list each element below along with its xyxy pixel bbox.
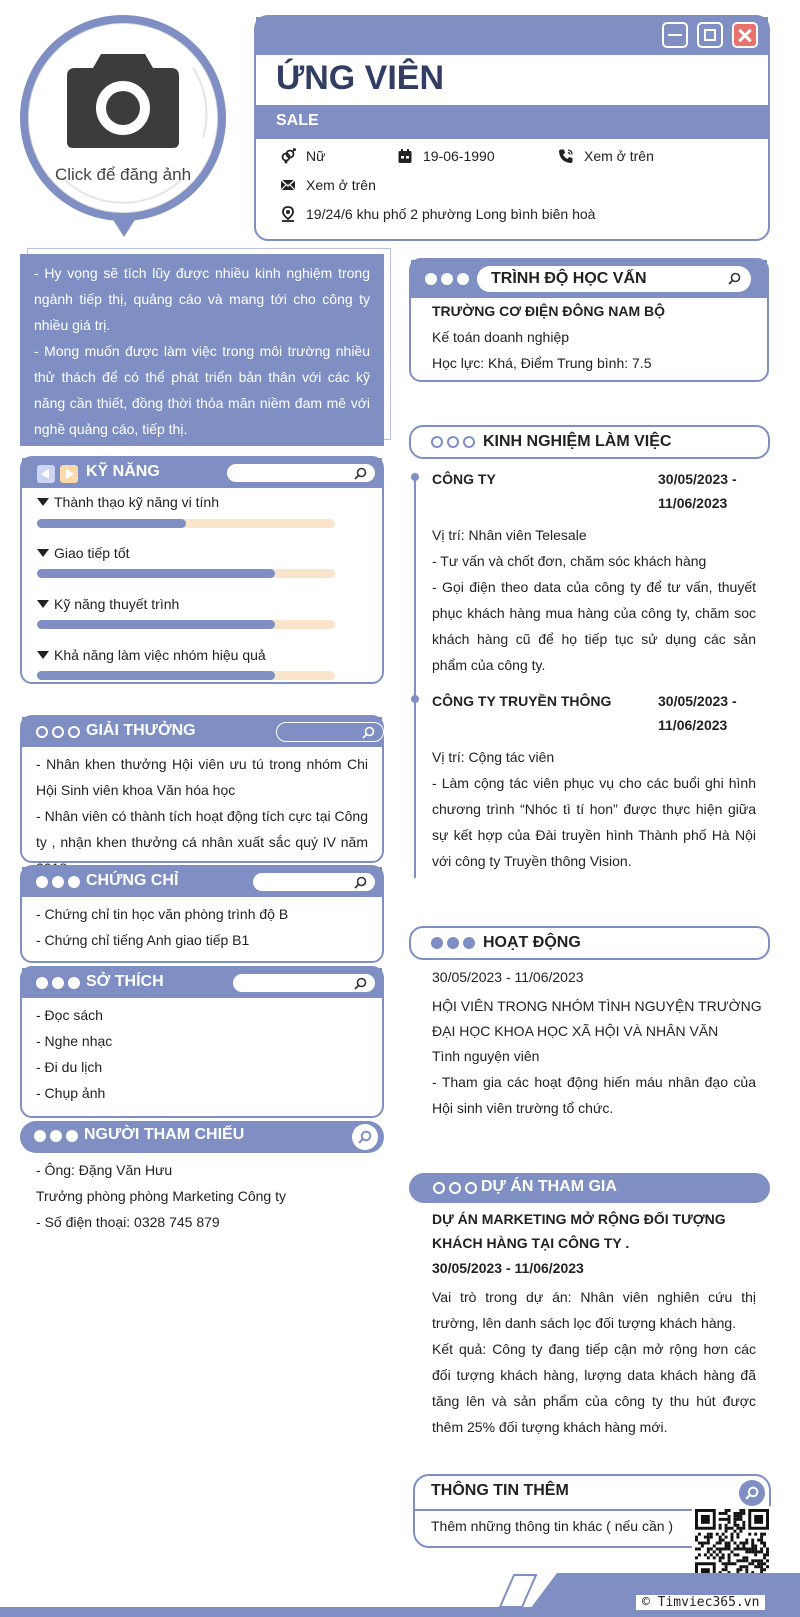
- project-date: 30/05/2023 - 11/06/2023: [432, 1260, 584, 1276]
- experience-role: Vị trí: Nhân viên Telesale: [432, 527, 587, 543]
- hobby-line: - Nghe nhạc: [36, 1033, 113, 1049]
- close-icon[interactable]: [732, 22, 758, 48]
- gender-value: Nữ: [306, 148, 326, 164]
- projects-header: [409, 1173, 770, 1203]
- references-body[interactable]: [36, 1157, 376, 1235]
- footer-stripe: [498, 1574, 538, 1608]
- certificates-title[interactable]: CHỨNG CHỈ: [86, 872, 179, 889]
- skill-bar: [37, 519, 335, 528]
- career-objective[interactable]: [20, 254, 384, 446]
- objective-line: - Hy vọng sẽ tích lũy được nhiều kinh nghiệm trong ngành tiếp thị, quảng cáo và mang tới cho công ty nhiều giá trị.: [34, 265, 370, 333]
- minimize-icon[interactable]: [662, 22, 688, 48]
- award-line: - Nhân viên có thành tích hoạt động tích cực tại Công ty , nhận khen thưởng cá nhân xuất sắc quý IV năm: [36, 808, 368, 850]
- gender-icon: [280, 148, 296, 164]
- reference-line: - Ông: Đặng Văn Hưu: [36, 1162, 173, 1178]
- skill-label: Kỹ năng thuyết trình: [37, 594, 367, 614]
- phone-value: Xem ở trên: [584, 148, 654, 164]
- section-dots: [34, 1130, 78, 1142]
- skill-label: Khả năng làm việc nhóm hiệu quả: [37, 645, 367, 665]
- email-icon: [280, 177, 296, 193]
- hobbies-section: [20, 966, 384, 1118]
- maximize-icon[interactable]: [697, 22, 723, 48]
- phone-field[interactable]: [558, 148, 654, 164]
- hobbies-body[interactable]: [22, 998, 382, 1110]
- qr-code-image: [695, 1509, 769, 1583]
- education-title-pill: [477, 266, 751, 292]
- awards-title[interactable]: GIẢI THƯỞNG: [86, 722, 196, 739]
- education-major[interactable]: Kế toán doanh nghiệp: [432, 329, 570, 345]
- education-result[interactable]: Học lực: Khá, Điểm Trung bình: 7.5: [432, 355, 652, 371]
- avatar-upload-label[interactable]: Click để đăng ảnh: [54, 165, 192, 184]
- skills-search[interactable]: [226, 463, 376, 483]
- hobbies-header: [22, 968, 382, 998]
- timeline-dot: [411, 473, 419, 481]
- hobby-line: - Đọc sách: [36, 1007, 103, 1023]
- experience-date-from: 30/05/2023 -: [658, 693, 737, 709]
- skill-label: Giao tiếp tốt: [37, 543, 367, 563]
- activity-date: 30/05/2023 - 11/06/2023: [432, 969, 584, 985]
- project-role: Vai trò trong dự án: Nhân viên nghiên cứu thị trường, lên danh sách lọc đối tượng khách hàng.: [432, 1289, 756, 1331]
- project-result: Kết quả: Công ty đang tiếp cận mở rộng hơn các đối tượng khách hàng, lượng data khách hàng đã tăng lên và sản phẩm của công ty thu hút được thêm 25% đối tượng khách hàng mới.: [432, 1341, 756, 1435]
- section-dots: [36, 876, 80, 888]
- footer-brand[interactable]: © Timviec365.vn: [636, 1595, 765, 1610]
- phone-icon: [558, 148, 574, 164]
- search-icon: [354, 876, 367, 889]
- experience-timeline: [414, 474, 416, 878]
- arrow-right-icon[interactable]: [60, 465, 78, 483]
- skill-bar: [37, 671, 335, 680]
- skill-label: Thành thạo kỹ năng vi tính: [37, 492, 367, 512]
- extra-info-text[interactable]: Thêm những thông tin khác ( nếu cần ): [431, 1518, 674, 1534]
- address-value: 19/24/6 khu phố 2 phường Long bình biên hoà: [306, 206, 596, 222]
- email-field[interactable]: [280, 177, 376, 193]
- section-dots: [36, 977, 80, 989]
- reference-line: - Số điện thoại: 0328 745 879: [36, 1214, 220, 1230]
- education-title[interactable]: TRÌNH ĐỘ HỌC VẤN: [491, 270, 647, 287]
- experience-desc: - Tư vấn và chốt đơn, chăm sóc khách hàng: [432, 553, 707, 569]
- calendar-icon: [397, 148, 413, 164]
- skill-item[interactable]: [37, 492, 367, 512]
- search-icon: [354, 467, 367, 480]
- activity-role: Tình nguyện viên: [432, 1048, 540, 1064]
- location-icon: [280, 206, 296, 222]
- project-name[interactable]: DỰ ÁN MARKETING MỞ RỘNG ĐỐI TƯỢNG KHÁCH HÀNG TẠI CÔNG TY .: [432, 1211, 726, 1251]
- education-school[interactable]: TRƯỜNG CƠ ĐIỆN ĐÔNG NAM BỘ: [432, 303, 666, 319]
- experience-company[interactable]: CÔNG TY: [432, 471, 496, 487]
- skill-bar: [37, 620, 335, 629]
- activities-header: [409, 926, 770, 960]
- timeline-dot: [411, 695, 419, 703]
- experience-role: Vị trí: Cộng tác viên: [432, 749, 555, 765]
- projects-title[interactable]: DỰ ÁN THAM GIA: [481, 1178, 617, 1195]
- skill-item[interactable]: [37, 594, 367, 614]
- experience-title[interactable]: KINH NGHIỆM LÀM VIỆC: [483, 433, 672, 450]
- awards-header: [22, 717, 382, 747]
- section-dots: [431, 937, 475, 949]
- skill-bar-fill: [37, 519, 186, 528]
- awards-section: [20, 715, 384, 863]
- position-bar: [256, 105, 768, 139]
- search-icon: [745, 1486, 759, 1500]
- activity-desc: - Tham gia các hoạt động hiến máu nhân đạo của Hội sinh viên trường tổ chức.: [432, 1074, 756, 1116]
- extra-info-search[interactable]: [739, 1480, 765, 1506]
- skill-bar-fill: [37, 620, 275, 629]
- references-header: [20, 1121, 384, 1153]
- certificates-section: [20, 865, 384, 963]
- search-icon[interactable]: [728, 272, 741, 285]
- candidate-position[interactable]: SALE: [276, 112, 319, 129]
- skills-section: [20, 456, 384, 684]
- address-field[interactable]: [280, 206, 595, 222]
- hobbies-search[interactable]: [232, 973, 376, 993]
- certificates-body[interactable]: [22, 897, 382, 957]
- gender-field[interactable]: [280, 148, 325, 164]
- experience-desc: - Làm cộng tác viên phục vụ cho các buổi ghi hình chương trình “Nhóc tì tí hon” được thực hiện giữa sự kết hợp của Đài truyền hình Thành phố Hà Nội với công ty Truyền thông Vision.: [432, 775, 756, 869]
- candidate-name[interactable]: ỨNG VIÊN: [276, 59, 445, 97]
- certificate-line: - Chứng chỉ tin học văn phòng trình độ B: [36, 906, 289, 922]
- skill-item[interactable]: [37, 645, 367, 665]
- references-title[interactable]: NGƯỜI THAM CHIẾU: [84, 1126, 245, 1143]
- activity-org[interactable]: HỘI VIÊN TRONG NHÓM TÌNH NGUYỆN TRƯỜNG ĐẠI HỌC KHOA HỌC XÃ HỘI VÀ NHÂN VĂN: [432, 998, 762, 1039]
- arrow-left-icon[interactable]: [37, 465, 55, 483]
- extra-info-title[interactable]: THÔNG TIN THÊM: [431, 1482, 569, 1499]
- hobbies-title[interactable]: SỞ THÍCH: [86, 973, 164, 990]
- experience-header: [409, 425, 770, 459]
- skill-bar-fill: [37, 671, 275, 680]
- profile-header-card: [254, 15, 770, 241]
- experience-date-to: 11/06/2023: [658, 495, 728, 511]
- certificate-line: - Chứng chỉ tiếng Anh giao tiếp B1: [36, 932, 250, 948]
- experience-date-to: 11/06/2023: [658, 717, 728, 733]
- section-dots: [425, 273, 469, 285]
- section-dots: [36, 726, 80, 738]
- search-icon: [354, 977, 367, 990]
- window-title-bar: [256, 17, 768, 55]
- award-line: - Nhân khen thưởng Hội viên ưu tú trong nhóm Chi Hội Sinh viên khoa Văn hóa học: [36, 756, 368, 798]
- skill-bar: [37, 569, 335, 578]
- hobby-line: - Đi du lịch: [36, 1059, 103, 1075]
- section-dots: [433, 1182, 477, 1194]
- skills-header: [22, 458, 382, 488]
- section-dots: [431, 436, 475, 448]
- avatar-pointer: [110, 215, 138, 237]
- certificates-search[interactable]: [252, 872, 376, 892]
- activities-title[interactable]: HOẠT ĐỘNG: [483, 934, 581, 951]
- experience-desc: - Gọi điện theo data của công ty để tư vấn, thuyết phục khách hàng mua hàng của công ty, chăm soc khách hàng cũ để họ tiếp tục sử dụng các sản phẩm của công ty.: [432, 579, 756, 673]
- certificates-header: [22, 867, 382, 897]
- search-icon: [358, 1130, 372, 1144]
- experience-company[interactable]: CÔNG TY TRUYỀN THÔNG: [432, 693, 612, 709]
- experience-date-from: 30/05/2023 -: [658, 471, 737, 487]
- avatar[interactable]: [20, 15, 226, 239]
- birthday-field[interactable]: [397, 148, 495, 164]
- skill-item[interactable]: [37, 543, 367, 563]
- search-icon: [362, 726, 375, 739]
- hobby-line: - Chụp ảnh: [36, 1085, 106, 1101]
- awards-search[interactable]: [276, 722, 384, 742]
- birthday-value: 19-06-1990: [423, 148, 495, 164]
- objective-line: - Mong muốn được làm việc trong môi trường nhiều thử thách để có thể phát triển bản thân với các kỹ năng cần thiết, đồng thời thỏa mãn niềm đam mê với nghề quảng cáo, tiếp thị.: [34, 343, 370, 437]
- education-header: [411, 260, 767, 298]
- references-search[interactable]: [352, 1124, 378, 1150]
- skills-title[interactable]: KỸ NĂNG: [86, 463, 160, 480]
- skill-bar-fill: [37, 569, 275, 578]
- email-value: Xem ở trên: [306, 177, 376, 193]
- reference-line: Trưởng phòng phòng Marketing Công ty: [36, 1188, 286, 1204]
